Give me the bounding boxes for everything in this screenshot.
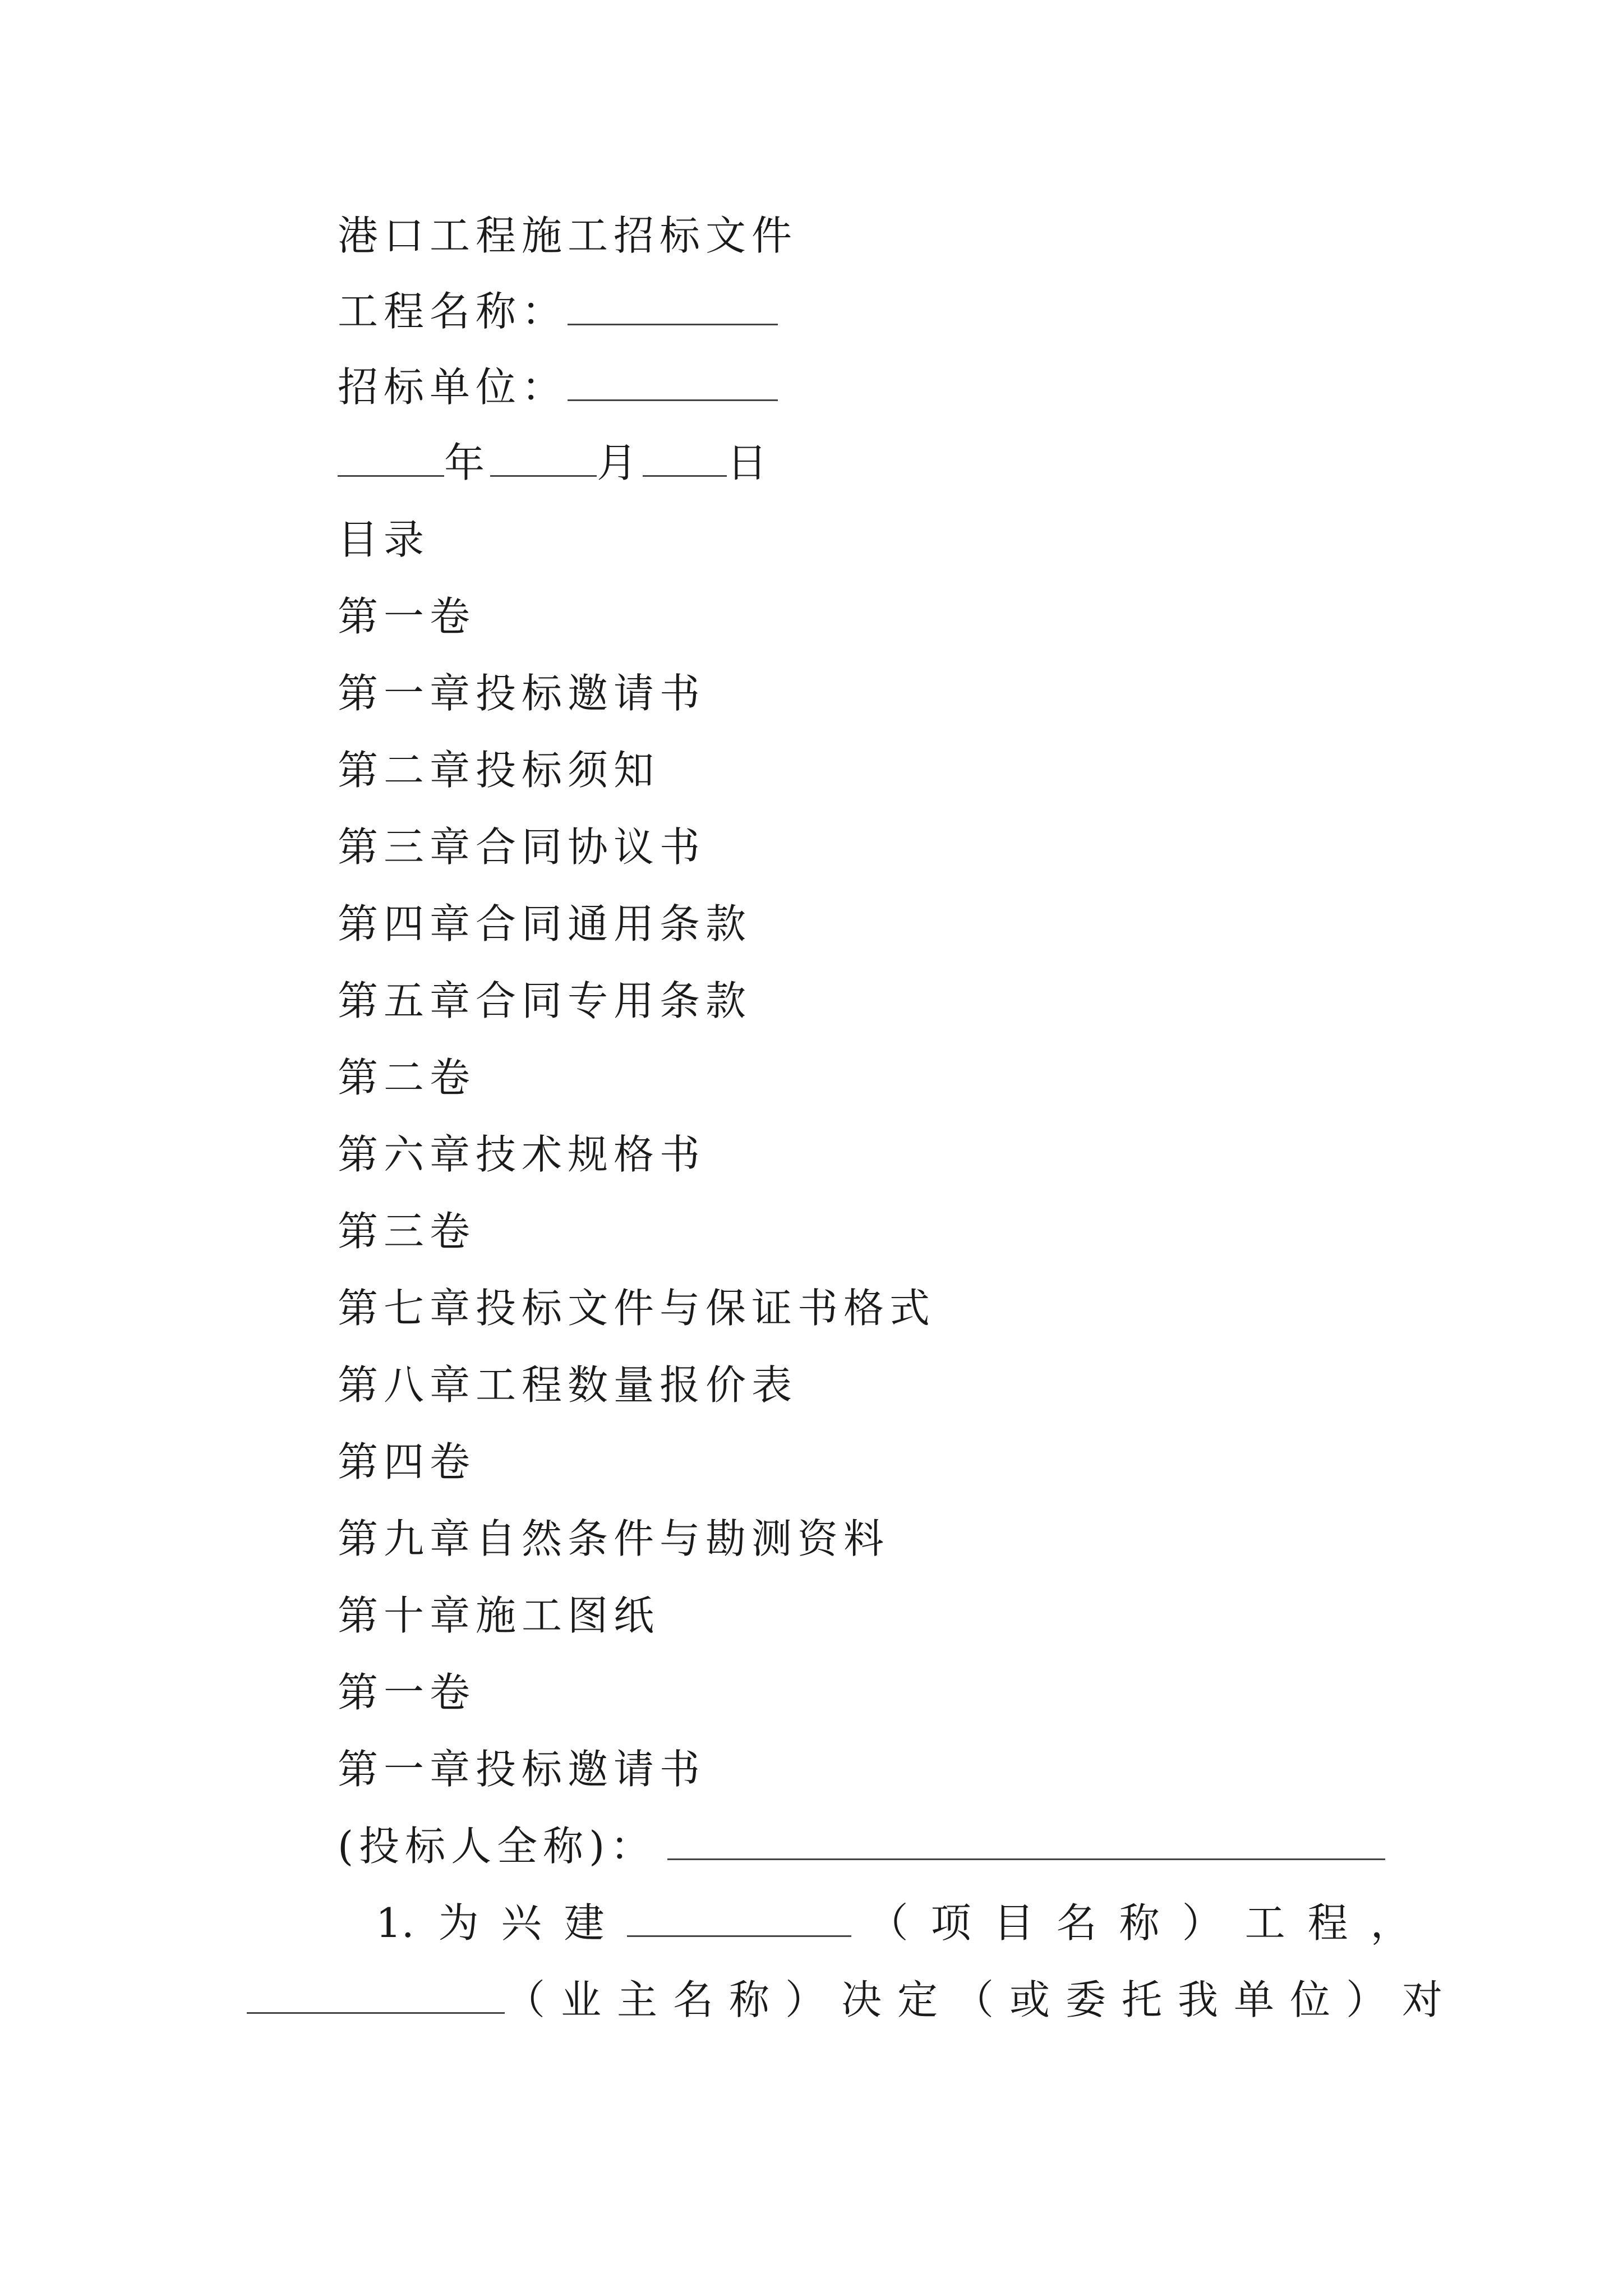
toc-item: 第七章投标文件与保证书格式: [338, 1285, 936, 1332]
para-text-a: 为兴建: [438, 1899, 627, 1947]
toc-item: 第十章施工图纸: [338, 1592, 660, 1639]
owner-name-blank: [247, 1978, 505, 2014]
date-line: [338, 435, 773, 491]
paragraph-1-line-1: [376, 1895, 1433, 1951]
toc-item: 第二章投标须知: [338, 747, 660, 794]
toc-item: 第九章自然条件与勘测资料: [338, 1515, 890, 1562]
month-blank: [490, 441, 597, 477]
para-text-c: （业主名称）决定（或委托我单位）对: [505, 1976, 1459, 2023]
toc-item: 第八章工程数量报价表: [338, 1361, 798, 1409]
project-name-blank: [568, 290, 778, 325]
year-label: 年: [444, 439, 491, 486]
paragraph-1-line-2: [247, 1972, 1459, 2028]
tender-unit-blank: [568, 366, 778, 401]
toc-item: 第四卷: [338, 1438, 476, 1485]
toc-item: 第四章合同通用条款: [338, 900, 752, 947]
toc-item: 第一卷: [338, 593, 476, 640]
tender-unit-label: 招标单位：: [338, 364, 568, 411]
day-label: 日: [727, 439, 773, 486]
para-number: 1.: [376, 1899, 414, 1947]
toc-item: 第一章投标邀请书: [338, 670, 706, 717]
toc-item: 第三卷: [338, 1208, 476, 1255]
toc-heading: 目录: [338, 516, 430, 563]
project-title-blank: [627, 1902, 851, 1937]
bidder-label: (投标人全称)：: [338, 1823, 657, 1870]
year-blank: [338, 441, 444, 477]
month-label: 月: [597, 439, 643, 486]
tender-unit-line: [338, 359, 778, 415]
chapter-heading: 第一章投标邀请书: [338, 1746, 706, 1793]
project-name-line: [338, 283, 778, 339]
document-title: 港口工程施工招标文件: [338, 212, 798, 259]
para-text-b: （项目名称）工程，: [868, 1899, 1433, 1947]
toc-item: 第三章合同协议书: [338, 823, 706, 871]
toc-item: 第六章技术规格书: [338, 1131, 706, 1178]
bidder-blank: [667, 1825, 1385, 1860]
day-blank: [643, 441, 727, 477]
volume-heading: 第一卷: [338, 1669, 476, 1716]
bidder-line: [338, 1818, 1385, 1874]
toc-item: 第二卷: [338, 1054, 476, 1101]
toc-item: 第五章合同专用条款: [338, 977, 752, 1024]
project-name-label: 工程名称：: [338, 288, 568, 335]
